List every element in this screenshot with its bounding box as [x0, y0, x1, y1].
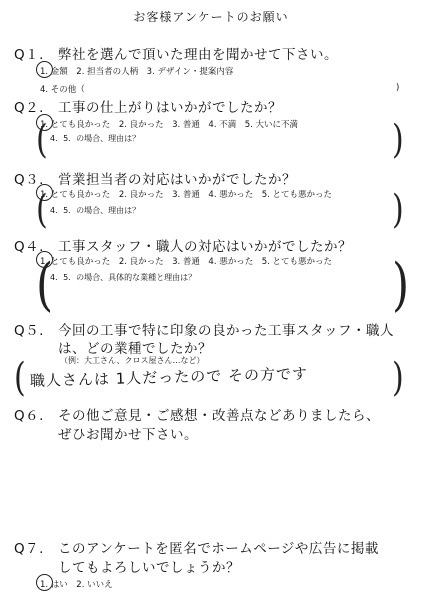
q2-followup: 4．5．の場合、理由は？: [50, 134, 141, 143]
question-number: Q４.: [14, 239, 44, 255]
left-paren: (: [36, 252, 54, 319]
q5-example: （例：大工さん、クロス屋さん…など）: [60, 356, 205, 365]
left-paren: (: [36, 117, 48, 164]
q4-followup: 4．5．の場合、具体的な業種と理由は？: [50, 273, 197, 282]
right-paren: ): [392, 117, 404, 164]
question-7: [14, 537, 379, 557]
question-number: Q５.: [14, 323, 44, 339]
page-title: お客様アンケートのお願い: [133, 10, 289, 24]
question-number: Q３.: [14, 172, 44, 188]
q6-answer-area[interactable]: [58, 445, 398, 525]
question-text: 営業担当者の対応はいかがでしたか？: [58, 172, 296, 188]
handwritten-answer[interactable]: 職人さんは 1人だったので その方です: [29, 364, 309, 390]
q4-options[interactable]: 1. とても良かった 2. 良かった 3. 普通 4. 悪かった 5. とても悪かった: [40, 257, 333, 267]
q2-options[interactable]: 1. とても良かった 2. 良かった 3. 普通 4. 不満 5. 大いに不満: [40, 120, 299, 130]
selected-answer-circle: [36, 574, 53, 591]
question-7-continued: してもよろしいでしょうか？: [58, 560, 240, 576]
selected-answer-circle: [36, 61, 53, 78]
question-text: その他ご意見・ご感想・改善点などありましたら、: [58, 408, 380, 424]
question-1: [14, 43, 338, 63]
q1-other-close-paren: ): [396, 83, 400, 93]
question-2: [14, 96, 282, 116]
question-number: Q６.: [14, 408, 44, 424]
question-number: Q２.: [14, 100, 44, 116]
question-6-continued: ぜひお聞かせ下さい。: [58, 427, 198, 443]
q1-other-option[interactable]: 4. その他（: [40, 85, 85, 95]
question-text: このアンケートを匿名でホームページや広告に掲載: [58, 541, 379, 557]
question-text: 今回の工事で特に印象の良かった工事スタッフ・職人: [58, 323, 394, 339]
q3-options[interactable]: 1. とても良かった 2. 良かった 3. 普通 4. 悪かった 5. とても悪かった: [40, 190, 333, 200]
question-number: Q７.: [14, 541, 44, 557]
left-paren: (: [36, 187, 48, 234]
question-6: [14, 404, 380, 424]
question-text: 弊社を選んで頂いた理由を聞かせて下さい。: [58, 47, 338, 63]
question-text: 工事の仕上がりはいかがでしたか？: [58, 100, 282, 116]
q7-options[interactable]: 1. はい 2. いいえ: [40, 580, 113, 590]
question-number: Q１.: [14, 47, 44, 63]
q1-options[interactable]: 1. 金額 2. 担当者の人柄 3. デザイン・提案内容: [40, 67, 234, 77]
question-5-continued: は、どの業種でしたか？: [58, 341, 212, 357]
left-paren: (: [14, 355, 26, 402]
right-paren: ): [392, 187, 404, 234]
question-4: [14, 235, 352, 255]
right-paren: ): [392, 252, 410, 319]
question-3: [14, 168, 296, 188]
question-text: 工事スタッフ・職人の対応はいかがでしたか？: [58, 239, 352, 255]
right-paren: ): [392, 355, 404, 402]
q3-followup: 4．5．の場合、理由は？: [50, 206, 141, 215]
question-5: [14, 319, 394, 339]
